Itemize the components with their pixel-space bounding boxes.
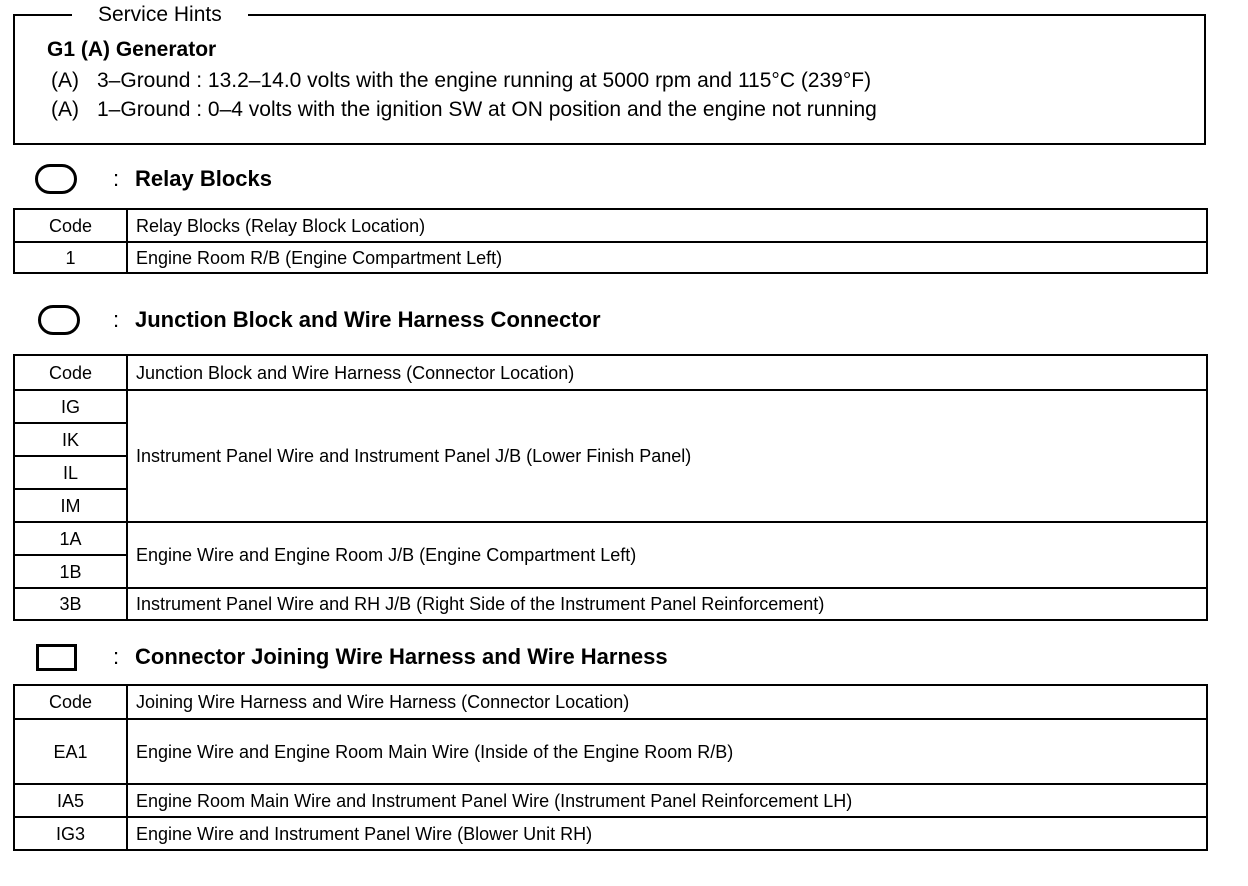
rectangle-icon	[36, 644, 77, 671]
relay-blocks-heading	[35, 164, 735, 194]
table-row	[14, 390, 1207, 423]
desc-cell: Instrument Panel Wire and Instrument Panel J/B (Lower Finish Panel)	[127, 390, 1207, 522]
hint-term: (A)	[51, 98, 79, 121]
desc-cell: Engine Wire and Engine Room Main Wire (Inside of the Engine Room R/B)	[127, 719, 1207, 784]
code-cell: IA5	[14, 784, 127, 817]
code-cell: EA1	[14, 719, 127, 784]
desc-header: Joining Wire Harness and Wire Harness (Connector Location)	[127, 685, 1207, 719]
table-row	[14, 817, 1207, 850]
service-hint-line	[51, 97, 877, 123]
relay-blocks-table	[13, 208, 1208, 274]
hint-term: (A)	[51, 69, 79, 92]
code-header: Code	[14, 355, 127, 390]
junction-block-table	[13, 354, 1208, 621]
table-header-row	[14, 355, 1207, 390]
desc-header: Relay Blocks (Relay Block Location)	[127, 209, 1207, 242]
code-cell: 1	[14, 242, 127, 273]
code-cell: IG	[14, 390, 127, 423]
table-row	[14, 242, 1207, 273]
table-row	[14, 784, 1207, 817]
desc-cell: Instrument Panel Wire and RH J/B (Right Side of the Instrument Panel Reinforcement)	[127, 588, 1207, 620]
hint-text: 3–Ground : 13.2–14.0 volts with the engine running at 5000 rpm and 115°C (239°F)	[97, 69, 872, 92]
table-row	[14, 588, 1207, 620]
service-hints-legend: Service Hints	[72, 2, 248, 28]
desc-header: Junction Block and Wire Harness (Connector Location)	[127, 355, 1207, 390]
heading-colon: :	[113, 307, 120, 332]
desc-cell: Engine Wire and Engine Room J/B (Engine Compartment Left)	[127, 522, 1207, 588]
connector-table	[13, 684, 1208, 851]
service-hint-title: G1 (A) Generator	[47, 38, 217, 61]
code-header: Code	[14, 209, 127, 242]
table-row	[14, 719, 1207, 784]
heading-colon: :	[113, 644, 120, 669]
code-cell: IK	[14, 423, 127, 456]
table-row	[14, 522, 1207, 555]
rounded-rect-icon	[38, 305, 80, 335]
desc-cell: Engine Room Main Wire and Instrument Panel Wire (Instrument Panel Reinforcement LH)	[127, 784, 1207, 817]
connector-heading	[35, 642, 835, 672]
table-header-row	[14, 685, 1207, 719]
code-cell: IG3	[14, 817, 127, 850]
code-header: Code	[14, 685, 127, 719]
code-cell: 1B	[14, 555, 127, 588]
code-cell: 3B	[14, 588, 127, 620]
desc-cell: Engine Room R/B (Engine Compartment Left)	[127, 242, 1207, 273]
section-title: Connector Joining Wire Harness and Wire Harness	[135, 644, 668, 669]
junction-block-heading	[35, 305, 835, 335]
code-cell: 1A	[14, 522, 127, 555]
rounded-rect-icon	[35, 164, 77, 194]
service-hint-line	[51, 68, 871, 94]
section-title: Relay Blocks	[135, 166, 272, 191]
section-title: Junction Block and Wire Harness Connector	[135, 307, 601, 332]
hint-text: 1–Ground : 0–4 volts with the ignition SW at ON position and the engine not running	[97, 98, 877, 121]
table-header-row	[14, 209, 1207, 242]
heading-colon: :	[113, 166, 120, 191]
code-cell: IM	[14, 489, 127, 522]
desc-cell: Engine Wire and Instrument Panel Wire (Blower Unit RH)	[127, 817, 1207, 850]
code-cell: IL	[14, 456, 127, 489]
